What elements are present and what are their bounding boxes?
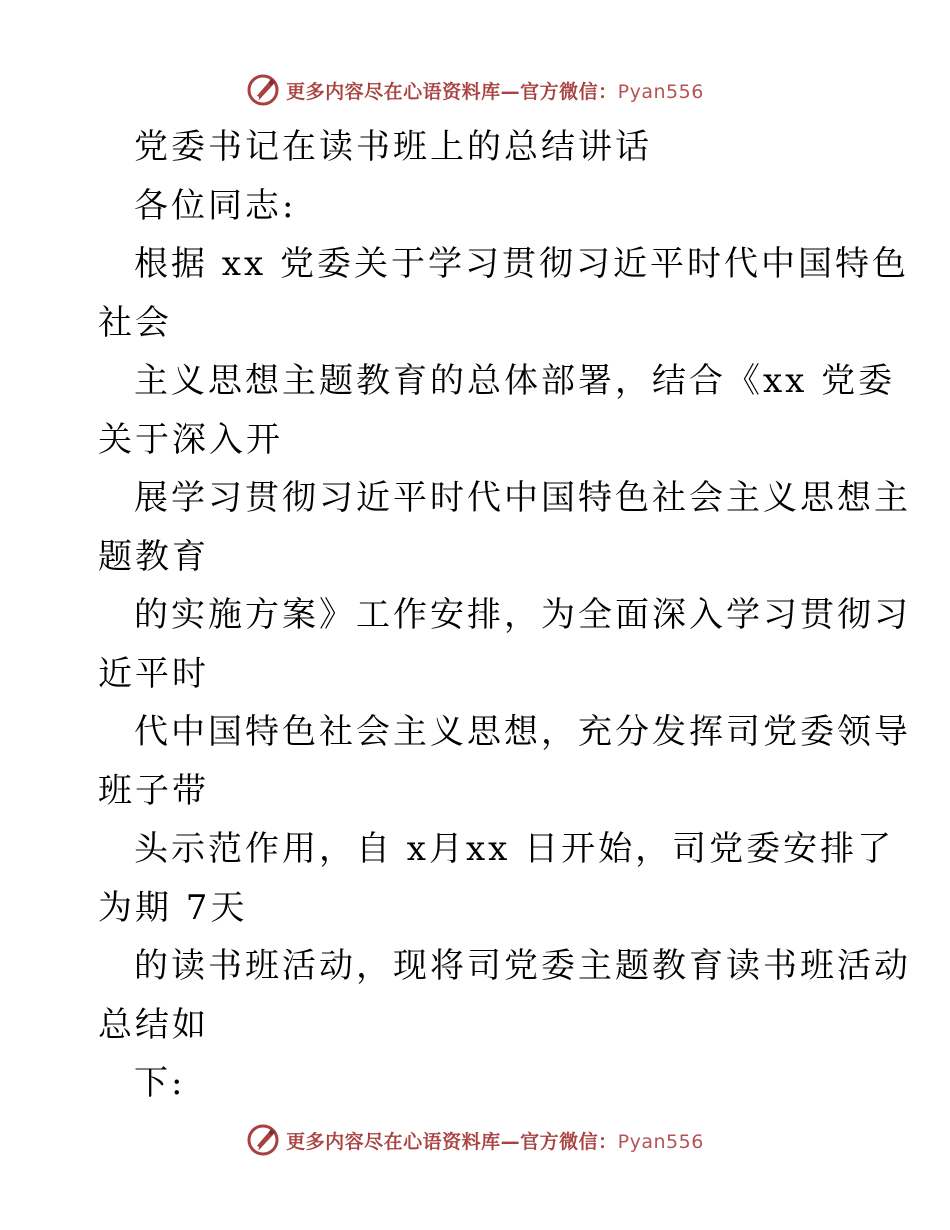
text-line: 题教育 — [98, 536, 209, 577]
text-line: 近平时 — [98, 653, 209, 694]
text-line: 的实施方案》工作安排，为全面深入学习贯彻习 — [134, 595, 911, 635]
watermark-text: 更多内容尽在心语资料库—官方微信：Pyan556 — [286, 80, 704, 103]
text-line: 根据 xx 党委关于学习贯彻习近平时代中国特色 — [134, 244, 909, 284]
text-line: 下: — [134, 1063, 186, 1103]
text-line: 头示范作用，自 x月xx 日开始，司党委安排了 — [134, 829, 895, 869]
text-line: 关于深入开 — [98, 419, 283, 460]
text-line: 主义思想主题教育的总体部署，结合《xx 党委 — [134, 361, 896, 401]
text-line: 展学习贯彻习近平时代中国特色社会主义思想主 — [134, 478, 911, 518]
document-title: 党委书记在读书班上的总结讲话 — [134, 127, 652, 167]
pen-seal-logo-icon — [246, 73, 280, 107]
watermark-text: 更多内容尽在心语资料库—官方微信：Pyan556 — [286, 1130, 704, 1153]
text-line: 总结如 — [98, 1004, 209, 1045]
header-watermark — [0, 68, 950, 112]
pen-seal-logo-icon — [246, 1123, 280, 1157]
text-line: 班子带 — [98, 770, 209, 811]
text-line: 社会 — [98, 302, 172, 343]
text-line: 为期 7天 — [98, 887, 248, 928]
text-line: 各位同志: — [134, 185, 297, 226]
text-line: 的读书班活动，现将司党委主题教育读书班活动 — [134, 946, 911, 986]
text-line: 代中国特色社会主义思想，充分发挥司党委领导 — [134, 712, 911, 752]
document-body — [98, 118, 911, 1113]
footer-watermark — [0, 1118, 950, 1162]
